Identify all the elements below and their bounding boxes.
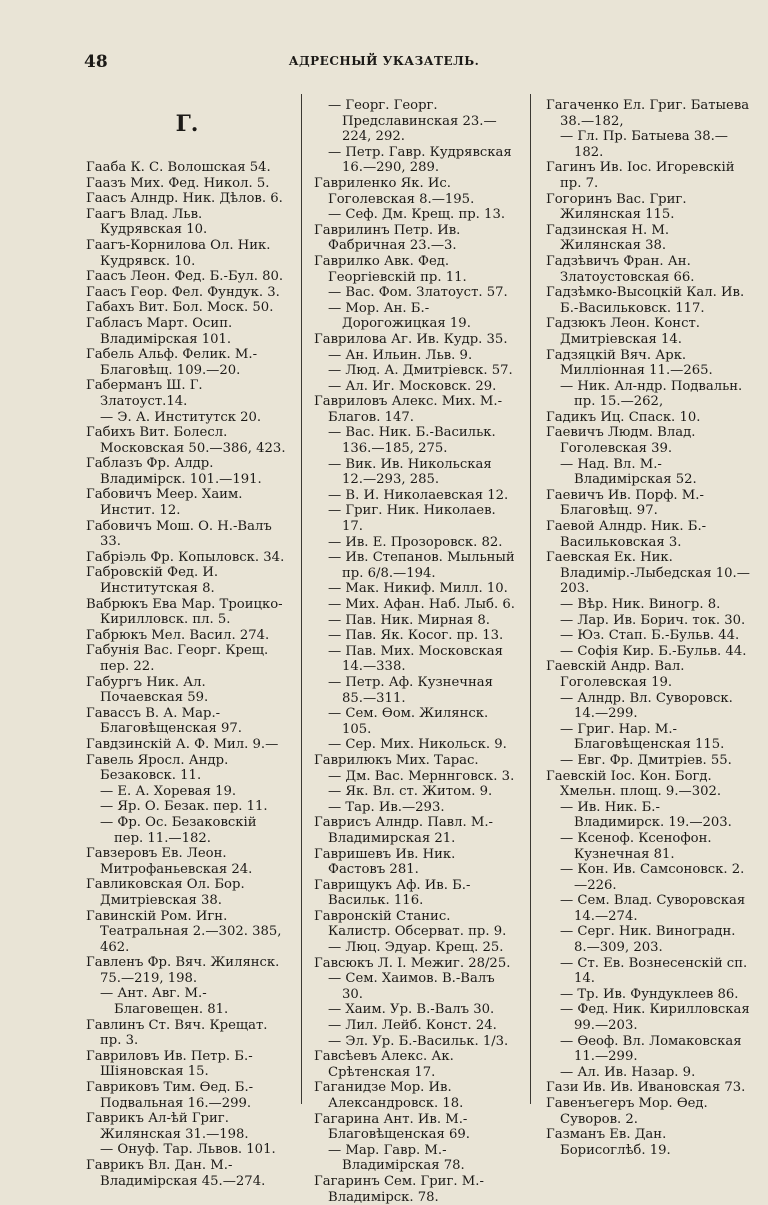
directory-entry: Гавель Яросл. Андр. Безаковск. 11.: [86, 752, 229, 784]
directory-entry: Гагинъ Ив. Іос. Игоревскій пр. 7.: [546, 160, 735, 191]
directory-entry: Гааба К. С. Волошская 54.: [86, 160, 271, 175]
directory-entry: Гаврикъ Вл. Дан. М.-Владимірская 45.—274.: [86, 1158, 266, 1189]
directory-entry: — Вас. Фом. Златоуст. 57.: [328, 285, 508, 301]
directory-entry: — Сем. Хаимов. В.-Валъ 30.: [328, 971, 495, 1002]
directory-entry: — Ал. Иг. Московск. 29.: [328, 378, 497, 394]
directory-entry: — Софія Кир. Б.-Бульв. 44.: [560, 643, 747, 659]
directory-entry: Вабрюкъ Ева Мар. Троицко-Кирилловск. пл. 5.: [86, 596, 283, 628]
page-number: 48: [84, 52, 108, 72]
directory-entry: Габунія Вас. Георг. Крещ. пер. 22.: [86, 643, 269, 674]
directory-entry: Гагарина Ант. Ив. М.-Благовѣщенская 69.: [314, 1111, 470, 1143]
directory-entry: — Сер. Мих. Никольск. 9.: [328, 737, 507, 753]
directory-entry: — Ант. Авг. М.-Благовещен. 81.: [100, 986, 229, 1018]
column-divider: [301, 94, 302, 1104]
column-3: [546, 98, 750, 1158]
directory-entry: Габровскій Фед. И. Институтская 8.: [86, 565, 219, 597]
directory-entry: — Онуф. Тар. Львов. 101.: [100, 1142, 276, 1158]
directory-entry: Гавсюкъ Л. І. Межиг. 28/25.: [314, 955, 511, 971]
section-letter: Г.: [175, 111, 199, 137]
directory-entry: Гаевичъ Людм. Влад. Гоголевская 39.: [546, 425, 696, 457]
directory-entry: — Ст. Ев. Вознесенскій сп. 14.: [560, 955, 748, 987]
directory-entry: Гаврилко Авк. Фед. Георгіевскій пр. 11.: [314, 253, 467, 285]
directory-entry: — Над. Вл. М.-Владимірская 52.: [560, 456, 697, 488]
directory-entry: Гаазъ Мих. Фед. Никол. 5.: [86, 175, 270, 191]
directory-entry: Гадзѣмко-Высоцкій Кал. Ив. Б.-Васильковск. 117.: [546, 285, 745, 316]
directory-entry: Гавенъегеръ Мор. Ѳед. Суворов. 2.: [546, 1096, 708, 1127]
directory-entry: Гавриковъ Тим. Ѳед. Б.-Подвальная 16.—299.: [86, 1080, 254, 1111]
directory-entry: — Мак. Никиф. Милл. 10.: [328, 581, 508, 597]
directory-entry: — Петр. Аф. Кузнечная 85.—311.: [328, 674, 493, 706]
directory-entry: — Гл. Пр. Батыева 38.—182.: [560, 129, 728, 160]
running-title: АДРЕСНЫЙ УКАЗАТЕЛЬ.: [288, 54, 480, 68]
directory-entry: Гаврилова Аг. Ив. Кудр. 35.: [314, 331, 508, 347]
directory-entry: — Лил. Лейб. Конст. 24.: [328, 1018, 497, 1034]
directory-entry: Гаврисъ Алндр. Павл. М.-Владимирская 21.: [314, 815, 494, 846]
directory-entry: Гавсѣевъ Алекс. Ак. Срѣтенская 17.: [314, 1049, 454, 1080]
directory-entry: — Григ. Ник. Николаев. 17.: [328, 503, 496, 535]
directory-entry: Гавронскій Станис. Калистр. Обсерват. пр. 9.: [314, 908, 507, 940]
directory-entry: Гаевская Ек. Ник. Владимір.-Лыбедская 10.—203.: [546, 550, 750, 597]
directory-entry: Гавдзинскій А. Ф. Мил. 9.—: [86, 736, 279, 752]
directory-entry: Гавинскій Ром. Игн. Театральная 2.—302. 385, 462.: [86, 908, 282, 955]
directory-entry: Гаевскій Іос. Кон. Богд. Хмельн. площ. 9.—302.: [546, 768, 722, 800]
directory-entry: Гаврилюкъ Мих. Тарас.: [314, 752, 479, 768]
directory-entry: — Мих. Афан. Наб. Лыб. 6.: [328, 597, 515, 612]
directory-entry: — Э. А. Институтск 20.: [100, 409, 262, 425]
column-divider: [530, 94, 531, 1104]
directory-entry: — Ал. Ив. Назар. 9.: [560, 1064, 696, 1080]
directory-entry: Гаганидзе Мор. Ив. Александровск. 18.: [314, 1080, 464, 1111]
directory-entry: — Вас. Ник. Б.-Васильк. 136.—185, 275.: [328, 425, 496, 457]
directory-entry: — Дм. Вас. Мерннговск. 3.: [328, 768, 515, 784]
directory-entry: — Тар. Ив.—293.: [328, 799, 445, 815]
directory-entry: Гаагъ-Корнилова Ол. Ник. Кудрявск. 10.: [86, 237, 271, 269]
directory-entry: Гавлинъ Ст. Вяч. Крещат. пр. 3.: [86, 1017, 268, 1049]
directory-entry: Габерманъ Ш. Г. Златоуст.14.: [86, 378, 203, 409]
directory-entry: Гавриловъ Алекс. Мих. М.-Благов. 147.: [314, 394, 503, 425]
directory-entry: — Серг. Ник. Виноградн. 8.—309, 203.: [560, 924, 736, 956]
directory-entry: Габласъ Март. Осип. Владимірская 101.: [86, 315, 233, 347]
directory-entry: — Сеф. Дм. Крещ. пр. 13.: [328, 207, 506, 223]
directory-entry: Гази Ив. Ив. Ивановская 73.: [546, 1080, 746, 1096]
directory-entry: — Георг. Георг. Предславинская 23.—224, 292.: [328, 98, 497, 145]
directory-entry: Гавассъ В. А. Мар.-Благовѣщенская 97.: [86, 705, 242, 737]
directory-entry: — Пав. Ник. Мирная 8.: [328, 612, 490, 628]
directory-entry: — Яр. О. Безак. пер. 11.: [100, 799, 268, 815]
directory-entry: Гаагъ Влад. Льв. Кудрявская 10.: [86, 206, 208, 238]
directory-entry: — Пав. Як. Косог. пр. 13.: [328, 628, 504, 644]
directory-entry: Габовичъ Мош. О. Н.-Валъ 33.: [86, 518, 272, 550]
directory-entry: Габріэль Фр. Копыловск. 34.: [86, 549, 285, 565]
directory-entry: — Вѣр. Ник. Виногр. 8.: [560, 597, 721, 612]
directory-entry: Гаасъ Геор. Фел. Фундук. 3.: [86, 284, 280, 300]
directory-entry: — Григ. Нар. М.-Благовѣщенская 115.: [560, 721, 725, 753]
directory-entry: — Евг. Фр. Дмитріев. 55.: [560, 752, 732, 768]
directory-entry: — Ан. Ильин. Льв. 9.: [328, 347, 473, 363]
directory-entry: — Фр. Ос. Безаковскій пер. 11.—182.: [100, 814, 257, 846]
directory-entry: — Ив. Степанов. Мыльный пр. 6/8.—194.: [328, 550, 515, 581]
directory-entry: — Пав. Мих. Московская 14.—338.: [328, 643, 503, 675]
directory-entry: — Сем. Ѳом. Жилянск. 105.: [328, 706, 489, 737]
directory-entry: Гавриленко Як. Ис. Гоголевская 8.—195.: [314, 175, 475, 207]
directory-entry: Гаевой Алндр. Ник. Б.-Васильковская 3.: [546, 519, 707, 550]
directory-entry: — В. И. Николаевская 12.: [328, 487, 509, 503]
directory-entry: Гадзѣвичъ Фран. Ан. Златоустовская 66.: [546, 253, 695, 285]
directory-entry: Газманъ Ев. Дан. Борисоглѣб. 19.: [546, 1127, 671, 1158]
directory-entry: — Ив. Е. Прозоровск. 82.: [328, 534, 503, 550]
column-1: [86, 98, 288, 1189]
directory-entry: — Ник. Ал-ндр. Подвальн. пр. 15.—262,: [560, 378, 743, 410]
directory-entry: — Кон. Ив. Самсоновск. 2.—226.: [560, 862, 745, 893]
directory-entry: Гадзинская Н. М. Жилянская 38.: [546, 222, 670, 254]
directory-entry: Гаасъ Леон. Фед. Б.-Бул. 80.: [86, 269, 284, 285]
directory-entry: — Сем. Влад. Суворовская 14.—274.: [560, 893, 746, 924]
directory-entry: — Петр. Гавр. Кудрявская 16.—290, 289.: [328, 144, 512, 176]
directory-entry: Габихъ Вит. Болесл. Московская 50.—386, 423.: [86, 425, 286, 456]
directory-entry: — Юз. Стап. Б.-Бульв. 44.: [560, 628, 740, 644]
directory-entry: — Люц. Эдуар. Крещ. 25.: [328, 940, 504, 956]
directory-entry: — Фед. Ник. Кирилловская 99.—203.: [560, 1002, 750, 1034]
directory-entry: — Е. А. Хоревая 19.: [100, 783, 237, 799]
directory-entry: Гавзеровъ Ев. Леон. Митрофаньевская 24.: [86, 846, 253, 877]
directory-entry: Габовичъ Меер. Хаим. Инстит. 12.: [86, 487, 243, 519]
directory-entry: — Вик. Ив. Никольская 12.—293, 285.: [328, 456, 492, 488]
directory-entry: — Тр. Ив. Фундуклеев 86.: [560, 986, 739, 1002]
directory-entry: Габлазъ Фр. Алдр. Владимірск. 101.—191.: [86, 456, 262, 487]
directory-entry: Гадикъ Иц. Спаск. 10.: [546, 409, 701, 425]
directory-entry: — Хаим. Ур. В.-Валъ 30.: [328, 1002, 495, 1018]
directory-entry: Гавленъ Фр. Вяч. Жилянск. 75.—219, 198.: [86, 955, 280, 986]
directory-entry: — Алндр. Вл. Суворовск. 14.—299.: [560, 690, 733, 722]
directory-entry: — Мар. Гавр. М.-Владимірская 78.: [328, 1142, 465, 1174]
directory-entry: Гаврикъ Ал-ѣй Григ. Жилянская 31.—198.: [86, 1111, 249, 1142]
directory-entry: — Лар. Ив. Борич. ток. 30.: [560, 612, 746, 628]
directory-entry: Гаевскій Андр. Вал. Гоголевская 19.: [546, 659, 685, 690]
directory-entry: — Ѳеоф. Вл. Ломаковская 11.—299.: [560, 1033, 742, 1065]
directory-entry: Гаврищукъ Аф. Ив. Б.-Васильк. 116.: [314, 877, 471, 909]
directory-entry: Гагаринъ Сем. Григ. М.-Владимірск. 78.: [314, 1173, 484, 1205]
directory-entry: Гавриловъ Ив. Петр. Б.-Шіяновская 15.: [86, 1048, 253, 1080]
directory-entry: Гадзяцкій Вяч. Арк. Милліонная 11.—265.: [546, 347, 713, 379]
directory-entry: Гаврилинъ Петр. Ив. Фабричная 23.—3.: [314, 222, 461, 254]
directory-entry: Гаевичъ Ив. Порф. М.-Благовѣщ. 97.: [546, 487, 704, 519]
directory-entry: Гаасъ Алндр. Ник. Дѣлов. 6.: [86, 191, 283, 207]
directory-entry: Гавликовская Ол. Бор. Дмитріевская 38.: [86, 877, 245, 908]
directory-entry: Габахъ Вит. Бол. Моск. 50.: [86, 300, 274, 316]
directory-entry: Гагаченко Ел. Григ. Батыева 38.—182,: [546, 98, 750, 129]
directory-entry: Гадзюкъ Леон. Конст. Дмитріевская 14.: [546, 316, 700, 347]
directory-entry: — Ив. Ник. Б.-Владимирск. 19.—203.: [560, 799, 732, 831]
directory-entry: — Ксеноф. Ксенофон. Кузнечная 81.: [560, 830, 712, 862]
directory-entry: Гогоринъ Вас. Григ. Жилянская 115.: [546, 191, 687, 223]
directory-entry: Гавришевъ Ив. Ник. Фастовъ 281.: [314, 846, 456, 878]
directory-entry: Габургъ Ник. Ал. Почаевская 59.: [86, 674, 209, 706]
directory-entry: — Як. Вл. ст. Житом. 9.: [328, 784, 493, 800]
column-2: [314, 98, 516, 1205]
directory-entry: — Люд. А. Дмитріевск. 57.: [328, 363, 513, 379]
directory-entry: — Мор. Ан. Б.-Дорогожицкая 19.: [328, 300, 471, 332]
directory-entry: Габель Альф. Фелик. М.-Благовѣщ. 109.—20.: [86, 347, 258, 378]
directory-entry: — Эл. Ур. Б.-Васильк. 1/3.: [328, 1033, 509, 1049]
directory-entry: Габрюкъ Мел. Васил. 274.: [86, 627, 270, 643]
